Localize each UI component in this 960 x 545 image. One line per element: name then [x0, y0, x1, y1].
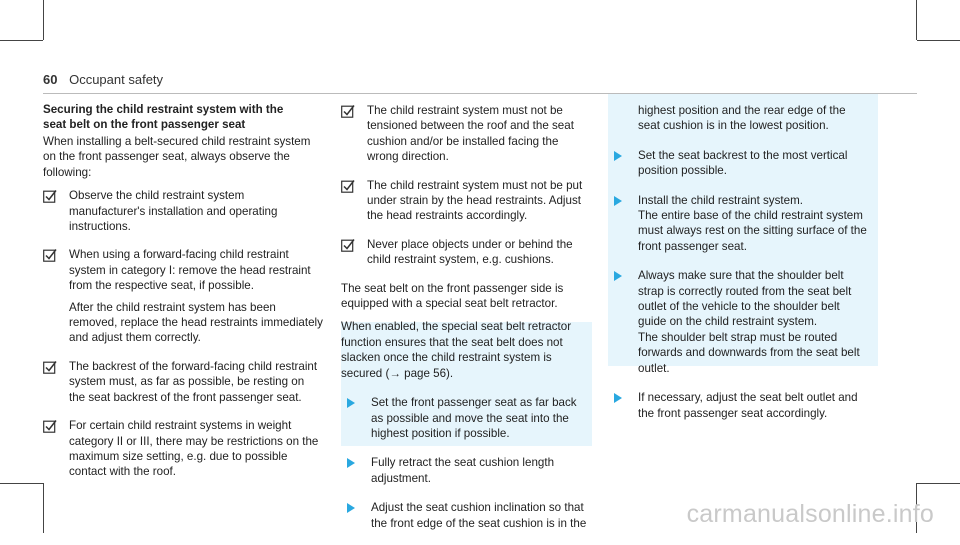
step-text: Always make sure that the shoulder belt strap is correctly routed from the seat belt outlet of the vehicle to the shoulder belt guide on the child restraint system.	[638, 269, 852, 329]
step-text: If necessary, adjust the seat belt outlet and the front passenger seat accordingly.	[638, 391, 858, 420]
column-1	[43, 103, 323, 493]
page-number: 60	[43, 72, 58, 87]
instruction-step	[608, 193, 868, 255]
crop-mark	[43, 0, 44, 40]
step-arrow-icon	[347, 398, 355, 408]
instruction-step	[341, 500, 592, 531]
instruction-step	[341, 455, 592, 486]
watermark: carmanualsonline.info	[686, 500, 934, 528]
checkbox-checked-icon	[341, 238, 355, 252]
step-continuation: highest position and the rear edge of the seat cushion is in the lowest position.	[638, 104, 846, 133]
step-text: Fully retract the seat cushion length adjustment.	[371, 456, 555, 485]
step-arrow-icon	[614, 151, 622, 161]
body-paragraph: The seat belt on the front passenger side is equipped with a special seat belt retractor.	[341, 281, 564, 311]
step-arrow-icon	[347, 458, 355, 468]
step-text: Set the seat backrest to the most vertical position possible.	[638, 148, 848, 178]
step-text: Set the front passenger seat as far back as possible and move the seat into the highest position if possible.	[371, 396, 577, 440]
step-extra: The shoulder belt strap must be routed forwards and downwards from the seat belt outlet.	[638, 330, 860, 375]
checkbox-checked-icon	[43, 419, 57, 433]
checkbox-checked-icon	[43, 360, 57, 374]
checklist-text: The backrest of the forward-facing child restraint system must, as far as possible, be resting on the seat backrest of the front passenger seat.	[69, 359, 318, 404]
crop-mark	[916, 0, 917, 40]
instruction-step	[608, 390, 868, 421]
checkbox-checked-icon	[341, 104, 355, 118]
checklist-item	[43, 418, 323, 486]
crop-mark	[0, 40, 43, 41]
checkbox-checked-icon	[43, 189, 57, 203]
checklist-text: When using a forward-facing child restraint system in category I: remove the head restraint from the respective seat, if possible.	[69, 248, 311, 293]
checkbox-checked-icon	[341, 179, 355, 193]
step-text: Install the child restraint system.	[638, 193, 803, 207]
checklist-extra: After the child restraint system has been removed, replace the head restraints immediately and adjust them correctly.	[69, 300, 323, 345]
instruction-step	[608, 148, 868, 179]
checklist-text: Never place objects under or behind the child restraint system, e.g. cushions.	[367, 237, 573, 267]
checklist-text: For certain child restraint systems in weight category II or III, there may be restrictions on the maximum size setting, e.g. due to possible contact with the roof.	[69, 419, 319, 479]
step-arrow-icon	[347, 503, 355, 513]
step-arrow-icon	[614, 393, 622, 403]
checklist-item	[43, 359, 323, 411]
column-3	[608, 103, 868, 435]
section-heading: Securing the child restraint system with the seat belt on the front passenger seat	[43, 103, 284, 131]
checkbox-checked-icon	[43, 248, 57, 262]
intro-paragraph: When installing a belt-secured child restraint system on the front passenger seat, always observe the following:	[43, 135, 311, 179]
checklist-item	[341, 103, 592, 171]
body-paragraph: When enabled, the special seat belt retractor function ensures that the seat belt does not slacken once the child restraint system is secured (→ page 56).	[341, 320, 572, 380]
step-arrow-icon	[614, 271, 622, 281]
instruction-step	[608, 268, 868, 376]
page-header	[43, 72, 163, 87]
step-arrow-icon	[614, 196, 622, 206]
column-2	[341, 103, 592, 545]
checklist-text: Observe the child restraint system manufacturer's installation and operating instructions.	[69, 189, 278, 234]
checklist-item	[341, 237, 592, 274]
crop-mark	[0, 483, 43, 484]
crop-mark	[917, 40, 960, 41]
checklist-item	[43, 188, 323, 240]
step-text: Adjust the seat cushion inclination so that the front edge of the seat cushion is in the	[371, 501, 587, 530]
checklist-text: The child restraint system must not be tensioned between the roof and the seat cushion and/or be installed facing the wrong direction.	[367, 104, 574, 164]
crop-mark	[917, 483, 960, 484]
checklist-item	[341, 178, 592, 230]
step-extra: The entire base of the child restraint system must always rest on the sitting surface of the front passenger seat.	[638, 209, 867, 253]
checklist-text: The child restraint system must not be put under strain by the head restraints. Adjust the head restraints accordingly.	[367, 178, 583, 223]
instruction-step	[341, 395, 592, 441]
checklist-item	[43, 247, 323, 351]
section-title: Occupant safety	[69, 72, 164, 87]
